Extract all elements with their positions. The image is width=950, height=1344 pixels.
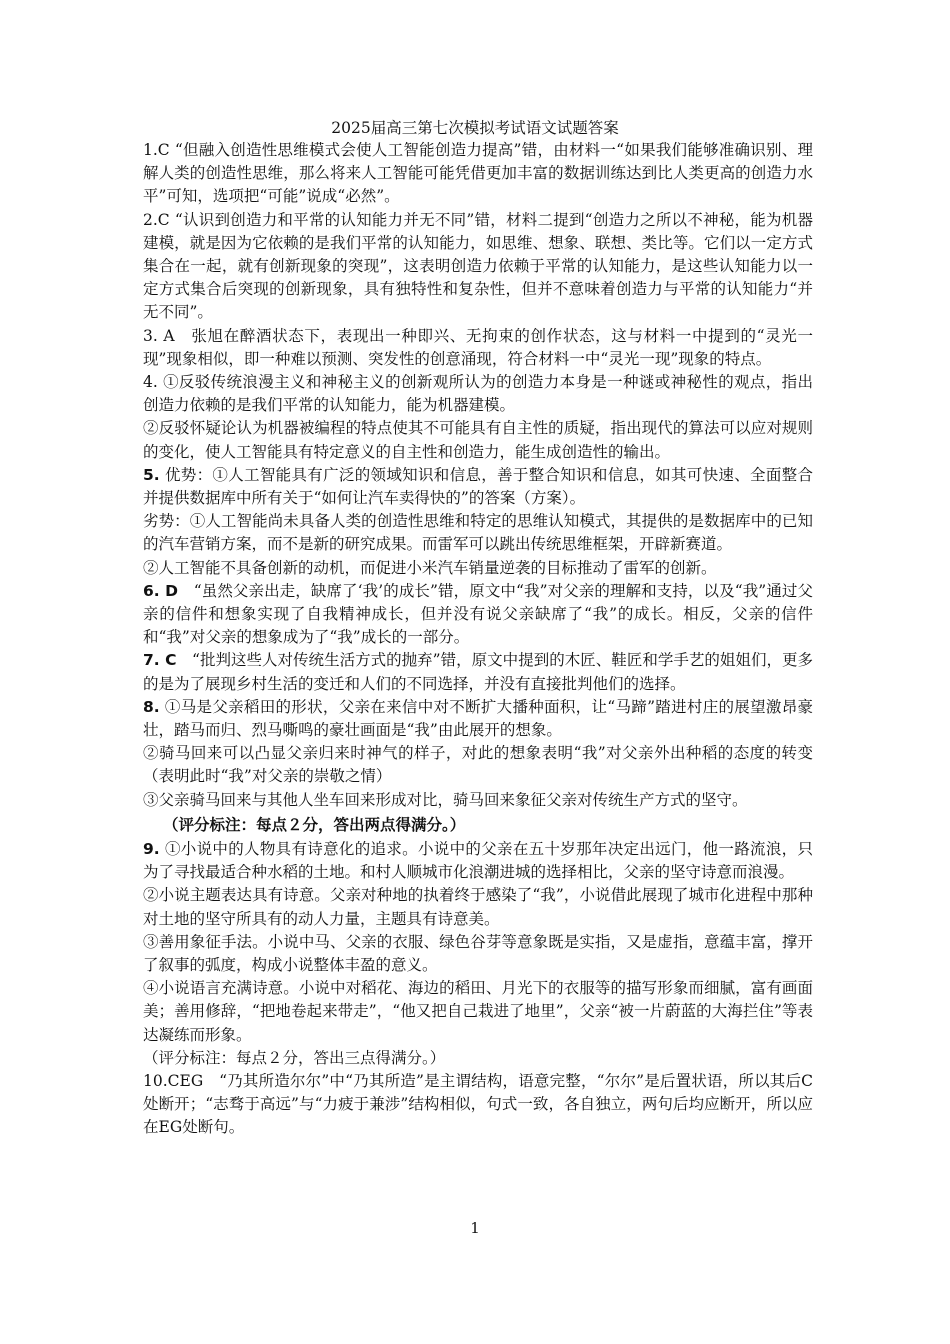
answer-10: 10.CEG “乃其所造尔尔”中“乃其所造”是主谓结构，语意完整，“尔尔”是后置状语，所以其后C处断开；“志骛于高远”与“力疲于兼涉”结构相似，句式一致，各自独立，两句后均应断开，所以应在EG处断句。 bbox=[143, 1071, 813, 1137]
page-title: 2025届高三第七次模拟考试语文试题答案 bbox=[331, 119, 619, 137]
answer-5-disadvantage-2: ②人工智能不具备创新的动机，而促进小米汽车销量逆袭的目标推动了雷军的创新。 bbox=[143, 558, 717, 577]
answer-6-text: “虽然父亲出走，缺席了‘我’的成长”错，原文中“我”对父亲的理解和支持，以及“我”通过父亲的信件和想象实现了自我精神成长，但并没有说父亲缺席了“我”的成长。相反，父亲的信件和“我”对父亲的想象成为了“我”成长的一部分。 bbox=[143, 581, 813, 647]
answer-9-point-1-text: ①小说中的人物具有诗意化的追求。小说中的父亲在五十岁那年决定出远门，他一路流浪，只为了寻找最适合种水稻的土地。和村人顺城市化浪潮进城的选择相比，父亲的坚守诗意而浪漫。 bbox=[143, 839, 813, 882]
answer-8-point-1-text: ①马是父亲稻田的形状，父亲在来信中对不断扩大播种面积，让“马蹄”踏进村庄的展望激昂豪壮，踏马而归、烈马嘶鸣的豪壮画面是“我”由此展开的想象。 bbox=[143, 697, 813, 740]
answer-9-point-4: ④小说语言充满诗意。小说中对稻花、海边的稻田、月光下的衣服等的描写形象而细腻，富有画面美；善用修辞，“把地卷起来带走”，“他又把自己栽进了地里”，父亲“被一片蔚蓝的大海拦住”等表达凝练而形象。 bbox=[143, 979, 813, 1044]
answer-8-point-1 bbox=[143, 696, 813, 742]
answer-5-disadvantage-1: 劣势：①人工智能尚未具备人类的创造性思维和特定的思维认知模式，其提供的是数据库中的已知的汽车营销方案，而不是新的研究成果。而雷军可以跳出传统思维框架，开辟新赛道。 bbox=[143, 512, 813, 554]
answer-6-number: 6. D bbox=[143, 581, 179, 600]
answer-8-point-3: ③父亲骑马回来与其他人坐车回来形成对比，骑马回来象征父亲对传统生产方式的坚守。 bbox=[143, 790, 748, 809]
answer-content bbox=[143, 139, 813, 1140]
page-number: 1 bbox=[470, 1219, 480, 1237]
answer-8-number: 8. bbox=[143, 697, 160, 716]
answer-8-point-2: ②骑马回来可以凸显父亲归来时神气的样子，对此的想象表明“我”对父亲外出种稻的态度的转变（表明此时“我”对父亲的崇敬之情） bbox=[143, 744, 813, 786]
answer-5-advantage bbox=[143, 464, 813, 510]
answer-7 bbox=[143, 649, 813, 695]
answer-4-point-1: 4. ①反驳传统浪漫主义和神秘主义的创新观所认为的创造力本身是一种谜或神秘性的观点，指出创造力依赖的是我们平常的认知能力，能为机器建模。 bbox=[143, 373, 813, 415]
answer-6 bbox=[143, 580, 813, 650]
answer-7-number: 7. C bbox=[143, 651, 177, 670]
answer-7-text: “批判这些人对传统生活方式的抛弃”错，原文中提到的木匠、鞋匠和学手艺的姐姐们，更多的是为了展现乡村生活的变迁和人们的不同选择，并没有直接批判他们的选择。 bbox=[143, 651, 813, 693]
answer-9-scoring-note: （评分标注：每点２分，答出三点得满分。） bbox=[143, 1048, 446, 1067]
answer-2: 2.C “认识到创造力和平常的认知能力并无不同”错，材料二提到“创造力之所以不神秘，能为机器建模，就是因为它依赖的是我们平常的认知能力，如思维、想象、联想、类比等。它们以一定方式集合在一起，就有创新现象的突现”，这表明创造力依赖于平常的认知能力，是这些认知能力以一定方式集合后突现的创新现象，具有独特性和复杂性，但并不意味着创造力与平常的认知能力“并无不同”。 bbox=[143, 210, 813, 322]
answer-9-point-2: ②小说主题表达具有诗意。父亲对种地的执着终于感染了“我”，小说借此展现了城市化进程中那种对土地的坚守所具有的动人力量，主题具有诗意美。 bbox=[143, 886, 813, 928]
answer-5-advantage-text: 优势：①人工智能具有广泛的领域知识和信息，善于整合知识和信息，如其可快速、全面整合并提供数据库中所有关于“如何让汽车卖得快的”的答案（方案）。 bbox=[143, 465, 813, 508]
answer-8-scoring-note: （评分标注：每点２分，答出两点得满分。） bbox=[163, 815, 466, 834]
answer-1: 1.C “但融入创造性思维模式会使人工智能创造力提高”错，由材料一“如果我们能够准确识别、理解人类的创造性思维，那么将来人工智能可能凭借更加丰富的数据训练达到比人类更高的创造力水平”可知，选项把“可能”说成“必然”。 bbox=[143, 141, 813, 206]
answer-5-number: 5. bbox=[143, 465, 160, 484]
answer-9-number: 9. bbox=[143, 839, 160, 858]
answer-9-point-1 bbox=[143, 838, 813, 884]
answer-3: 3. A 张旭在醉酒状态下，表现出一种即兴、无拘束的创作状态，这与材料一中提到的“灵光一现”现象相似，即一种难以预测、突发性的创意涌现，符合材料一中“灵光一现”现象的特点。 bbox=[143, 326, 813, 368]
answer-4-point-2: ②反驳怀疑论认为机器被编程的特点使其不可能具有自主性的质疑，指出现代的算法可以应对规则的变化，使人工智能具有特定意义的自主性和创造力，能生成创造性的输出。 bbox=[143, 419, 813, 461]
answer-9-point-3: ③善用象征手法。小说中马、父亲的衣服、绿色谷芽等意象既是实指，又是虚指，意蕴丰富，撑开了叙事的弧度，构成小说整体丰盈的意义。 bbox=[143, 932, 813, 974]
